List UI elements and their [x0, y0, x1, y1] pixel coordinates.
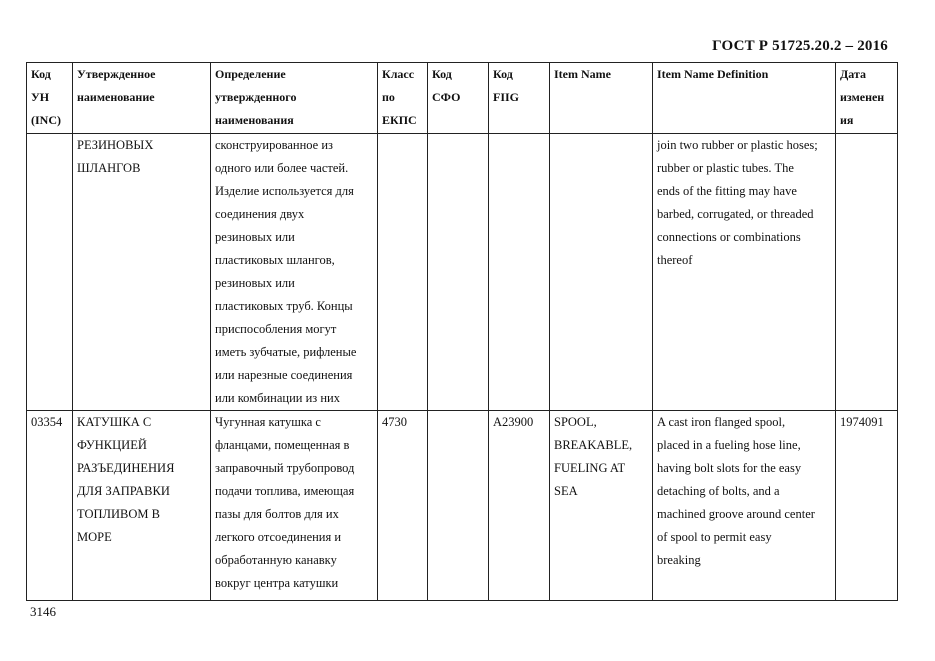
cell-fiig — [489, 134, 550, 411]
table-row — [27, 134, 898, 411]
table-row — [27, 411, 898, 601]
cell-item-definition: join two rubber or plastic hoses; rubber or plastic tubes. The ends of the fitting may have barbed, corrugated, or threaded connections or combinations thereof — [653, 134, 836, 411]
cell-item-definition: A cast iron flanged spool, placed in a fueling hose line, having bolt slots for the easy detaching of bolts, and a machined groove around center of spool to permit easy breaking — [653, 411, 836, 601]
cell-approved-name: КАТУШКА С ФУНКЦИЕЙ РАЗЪЕДИНЕНИЯ ДЛЯ ЗАПРАВКИ ТОПЛИВОМ В МОРЕ — [73, 411, 211, 601]
cell-definition: сконструированное из одного или более частей. Изделие используется для соединения двух резиновых или пластиковых шлангов, резиновых или пластиковых труб. Концы приспособления могут иметь зубчатые, рифленые или нарезные соединения или комбинации из них — [211, 134, 378, 411]
cell-class: 4730 — [378, 411, 428, 601]
cell-class — [378, 134, 428, 411]
cell-date: 1974091 — [836, 411, 898, 601]
page-number: 3146 — [30, 604, 56, 619]
cell-item-name — [550, 134, 653, 411]
cell-approved-name: РЕЗИНОВЫХ ШЛАНГОВ — [73, 134, 211, 411]
col-header-inc: Код УН (INC) — [27, 63, 73, 134]
cell-fiig: A23900 — [489, 411, 550, 601]
col-header-item-name: Item Name — [550, 63, 653, 134]
col-header-item-definition: Item Name Definition — [653, 63, 836, 134]
cell-sfo — [428, 411, 489, 601]
cell-sfo — [428, 134, 489, 411]
col-header-definition: Определение утвержденного наименования — [211, 63, 378, 134]
table-header-row — [27, 63, 898, 134]
cell-inc — [27, 134, 73, 411]
document-code: ГОСТ Р 51725.20.2 – 2016 — [712, 38, 888, 54]
col-header-date: Дата изменен ия — [836, 63, 898, 134]
nomenclature-table — [26, 62, 898, 601]
col-header-sfo: Код СФО — [428, 63, 489, 134]
cell-date — [836, 134, 898, 411]
cell-item-name: SPOOL, BREAKABLE, FUELING AT SEA — [550, 411, 653, 601]
col-header-class: Класс по ЕКПС — [378, 63, 428, 134]
col-header-approved-name: Утвержденное наименование — [73, 63, 211, 134]
cell-inc: 03354 — [27, 411, 73, 601]
col-header-fiig: Код FIIG — [489, 63, 550, 134]
cell-definition: Чугунная катушка с фланцами, помещенная в заправочный трубопровод подачи топлива, имеющая пазы для болтов для их легкого отсоединения и обработанную канавку вокруг центра катушки — [211, 411, 378, 601]
